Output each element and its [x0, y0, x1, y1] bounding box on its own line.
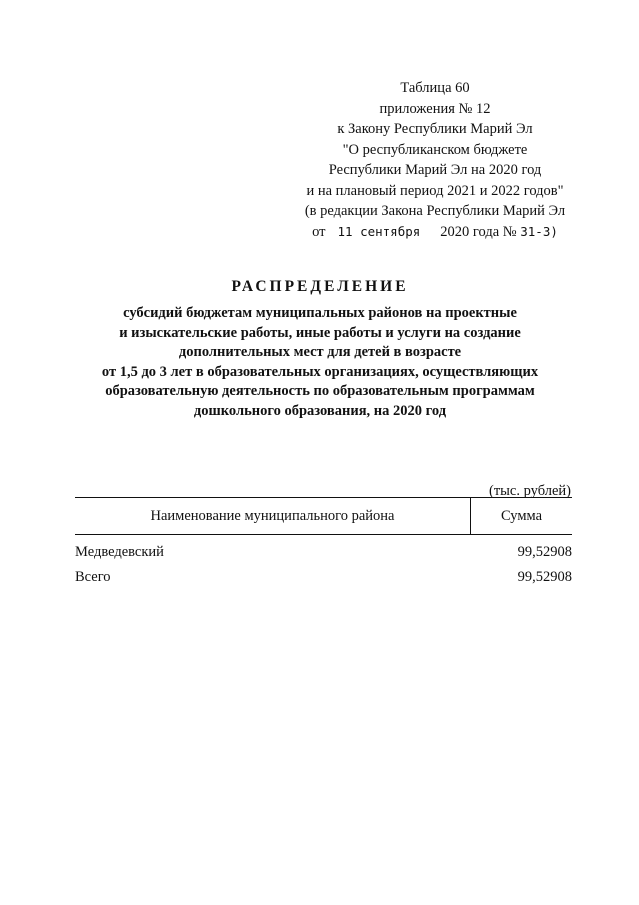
title-line-4: от 1,5 до 3 лет в образовательных организациях, осуществляющих — [101, 363, 539, 380]
row-total-label: Всего — [75, 569, 111, 585]
annex-law-ref: к Закону Республики Марий Эл — [337, 121, 533, 137]
table-header — [75, 497, 572, 535]
table-row-total — [75, 565, 572, 590]
annex-table-number: Таблица 60 — [400, 80, 470, 96]
header-district-name: Наименование муниципального района — [75, 498, 471, 534]
title-line-6: дошкольного образования, на 2020 год — [193, 402, 447, 419]
annex-header — [285, 78, 585, 242]
title-line-2: и изыскательские работы, иные работы и услуги на создание — [119, 324, 521, 341]
row-sum: 99,52908 — [517, 544, 572, 560]
title-line-5: образовательную деятельность по образовательным программам — [105, 383, 535, 399]
annex-appendix-number: приложения № 12 — [379, 100, 491, 117]
law-number-filled: 31-З) — [520, 223, 558, 239]
title-line-3: дополнительных мест для детей в возрасте — [178, 344, 462, 360]
annex-law-title-3: и на плановый период 2021 и 2022 годов" — [306, 182, 564, 199]
header-sum: Сумма — [500, 508, 543, 524]
document-title — [60, 277, 580, 421]
title-heading: РАСПРЕДЕЛЕНИЕ — [231, 278, 409, 295]
row-total-sum: 99,52908 — [517, 569, 572, 585]
date-prefix: от — [312, 223, 326, 240]
table-unit-label: (тыс. рублей) — [489, 483, 571, 499]
distribution-table — [75, 497, 572, 590]
annex-amendment-date — [285, 222, 585, 243]
annex-law-title-1: "О республиканском бюджете — [342, 141, 528, 158]
annex-amendment: (в редакции Закона Республики Марий Эл — [304, 203, 566, 219]
annex-law-title-2: Республики Марий Эл на 2020 год — [328, 162, 542, 178]
title-line-1: субсидий бюджетам муниципальных районов на проектные — [123, 305, 517, 321]
table-row — [75, 540, 572, 565]
date-suffix: 2020 года № — [440, 223, 517, 240]
table-body — [75, 540, 572, 590]
row-district-name: Медведевский — [75, 544, 164, 560]
date-filled: 11 сентября — [337, 223, 421, 239]
